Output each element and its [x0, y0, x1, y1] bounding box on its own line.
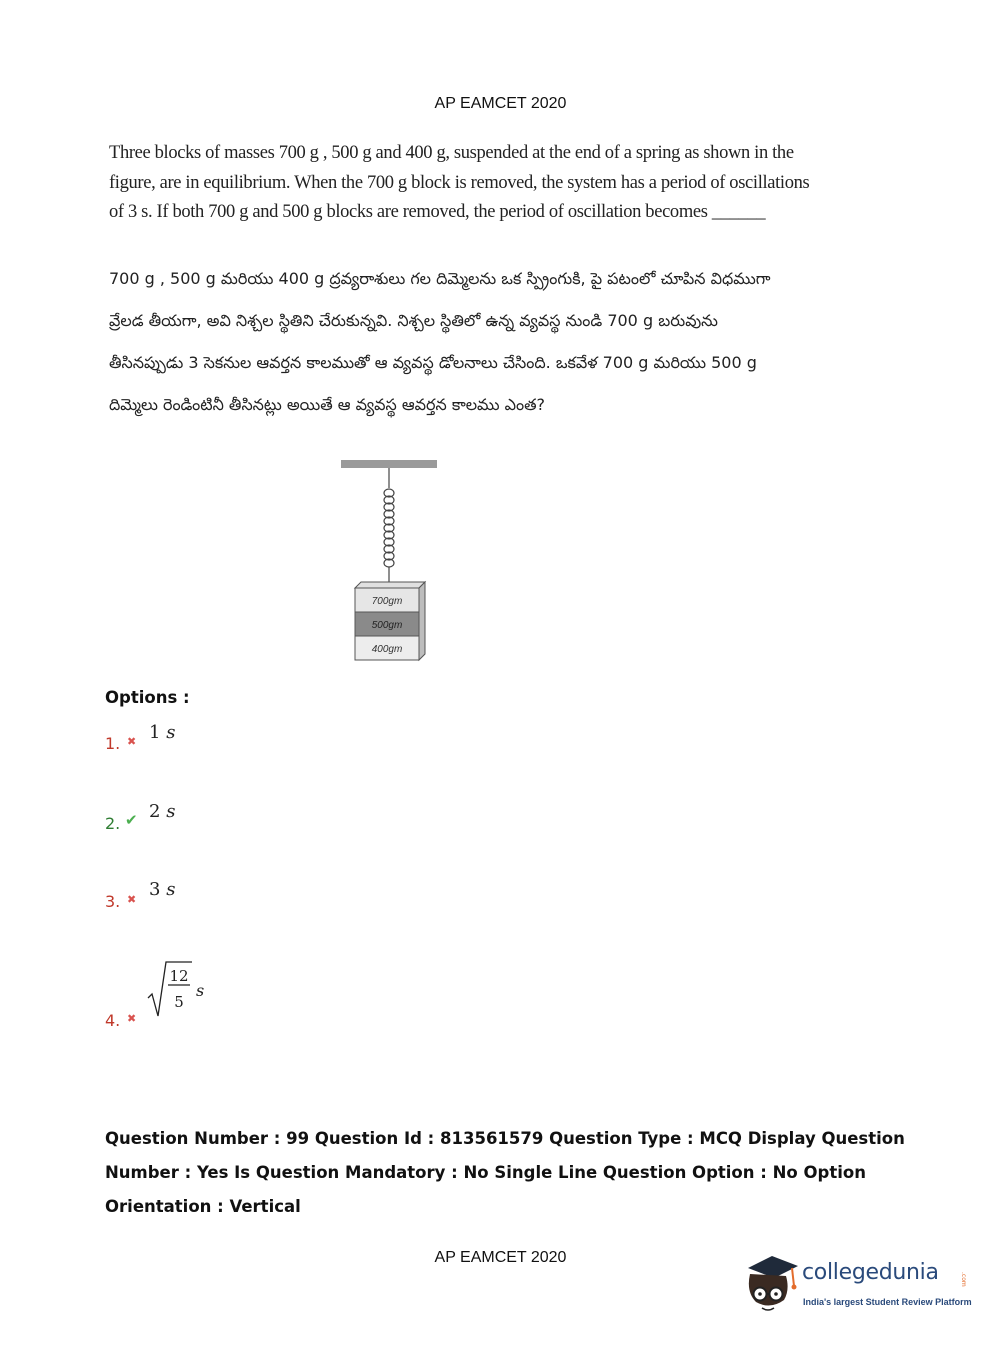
spring-diagram [335, 456, 445, 666]
option-2-number-value: 2 [149, 801, 161, 822]
option-4-value[interactable] [146, 956, 216, 1020]
block-400-label: 400gm [371, 644, 403, 655]
option-4-number: 4. [105, 1011, 121, 1030]
question-telugu-line: 700 g , 500 g మరియు 400 g ద్రవ్యరాశులు గల దిమ్మెలను ఒక స్ప్రింగుకి, పై పటంలో చూపిన విధముగా [109, 269, 771, 288]
mascot-icon [742, 1252, 800, 1316]
question-metadata [105, 1122, 905, 1224]
check-icon: ✔ [125, 811, 138, 829]
question-english [109, 139, 810, 228]
fraction-numerator: 12 [169, 967, 189, 985]
brand-tagline: India's largest Student Review Platform [803, 1297, 972, 1307]
block-500-label: 500gm [371, 620, 403, 631]
ceiling-support [341, 460, 437, 468]
fraction-denominator: 5 [174, 993, 184, 1011]
option-1-number: 1. [105, 734, 121, 753]
question-telugu-line: వ్రేలడ తీయగా, అవి నిశ్చల స్థితిని చేరుకున్నవి. నిశ్చల స్థితిలో ఉన్న వ్యవస్థ నుండి 700 g బరువును [109, 311, 718, 330]
cross-icon: ✖ [127, 893, 137, 906]
option-3-number-value: 3 [149, 879, 161, 900]
option-2-unit: s [166, 801, 176, 822]
page-header: AP EAMCET 2020 [434, 95, 567, 112]
metadata-line: Question Number : 99 Question Id : 813561579 Question Type : MCQ Display Question [105, 1129, 905, 1148]
block-700-label: 700gm [371, 596, 403, 607]
question-english-line: of 3 s. If both 700 g and 500 g blocks are removed, the period of oscillation becomes ______ [109, 202, 766, 222]
question-telugu-line: దిమ్మెలు రెండింటినీ తీసినట్లు అయితే ఆ వ్యవస్థ ఆవర్తన కాలము ఎంత? [109, 395, 546, 414]
question-telugu [109, 258, 771, 426]
option-3-unit: s [166, 879, 176, 900]
option-1-unit: s [166, 722, 176, 743]
question-english-line: figure, are in equilibrium. When the 700 g block is removed, the system has a period of oscillations [109, 172, 810, 193]
option-1-number-value: 1 [149, 722, 161, 743]
spring-block-figure [335, 456, 445, 666]
square-root-fraction [146, 956, 216, 1020]
cross-icon: ✖ [127, 735, 137, 748]
spring-coil [384, 489, 394, 567]
options-heading: Options : [105, 688, 190, 707]
option-4-unit: s [196, 981, 205, 1000]
question-telugu-line: తీసినప్పుడు 3 సెకనుల ఆవర్తన కాలముతో ఆ వ్యవస్థ డోలనాలు చేసింది. ఒకవేళ 700 g మరియు 500 g [109, 353, 757, 372]
brand-name: collegedunia [802, 1260, 939, 1285]
option-2-value[interactable] [149, 801, 175, 822]
collegedunia-logo[interactable] [742, 1250, 982, 1320]
option-1-value[interactable] [149, 722, 175, 743]
metadata-line: Number : Yes Is Question Mandatory : No Single Line Question Option : No Option [105, 1163, 866, 1182]
option-3-value[interactable] [149, 879, 175, 900]
cross-icon: ✖ [127, 1012, 137, 1025]
brand-suffix: .com [960, 1272, 967, 1287]
metadata-line: Orientation : Vertical [105, 1197, 301, 1216]
option-2-number: 2. [105, 814, 121, 833]
page-footer: AP EAMCET 2020 [434, 1249, 567, 1266]
option-3-number: 3. [105, 892, 121, 911]
question-english-line: Three blocks of masses 700 g , 500 g and 400 g, suspended at the end of a spring as shown in the [109, 143, 794, 163]
